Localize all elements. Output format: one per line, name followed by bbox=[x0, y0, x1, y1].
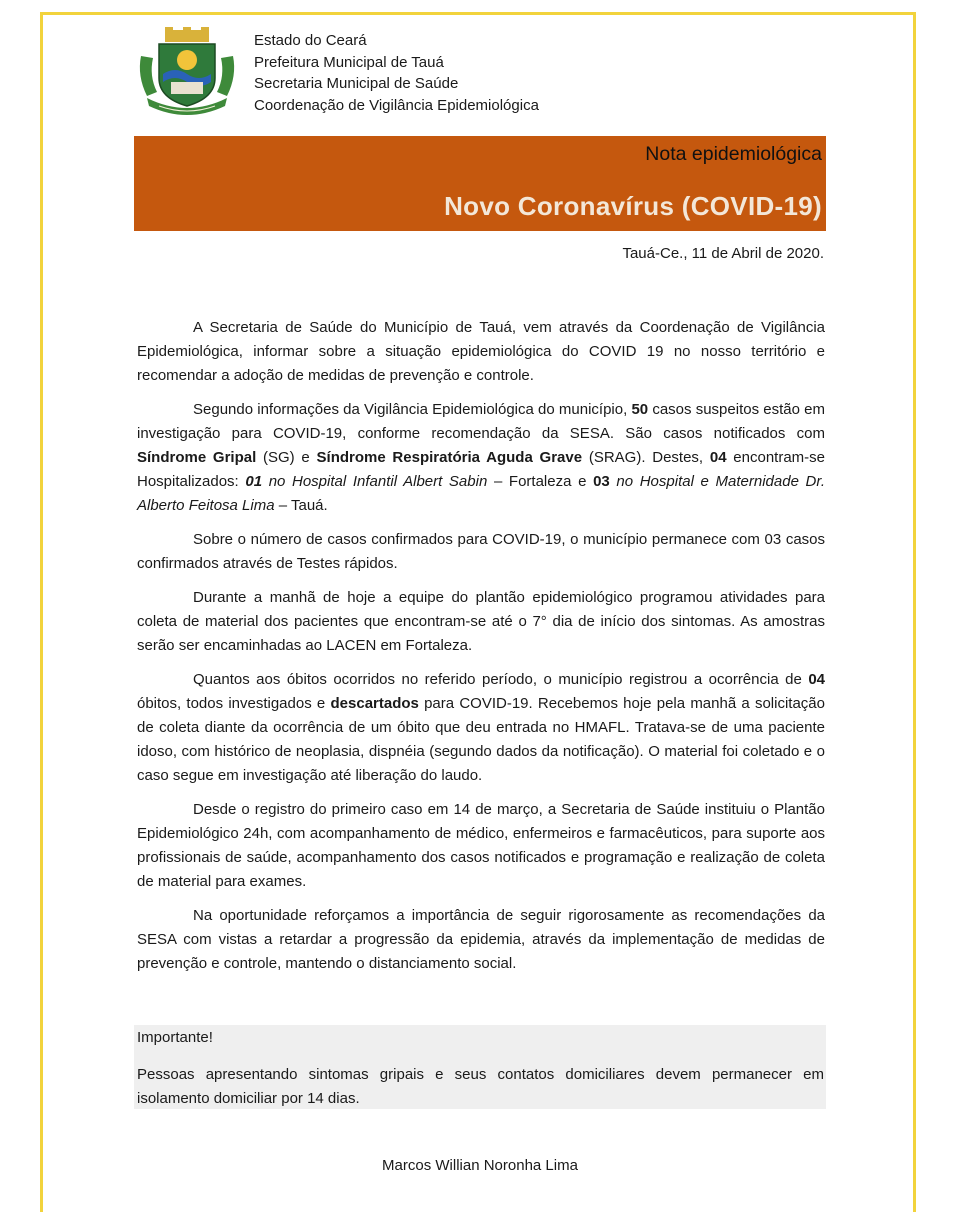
important-notice-box bbox=[134, 1025, 826, 1109]
paragraph-intro: A Secretaria de Saúde do Município de Tauá, vem através da Coordenação de Vigilância Epidemiológica, informar sobre a situação epidemiológica do COVID 19 no nosso território e recomendar a adoção de medidas de prevenção e controle. bbox=[137, 319, 825, 384]
sg-label: Síndrome Gripal bbox=[137, 449, 257, 466]
p2-text-n: no bbox=[616, 473, 634, 490]
fortaleza-count: 01 bbox=[245, 473, 263, 490]
header-line-prefecture: Prefeitura Municipal de Tauá bbox=[254, 53, 444, 71]
paragraph-deaths bbox=[137, 668, 825, 788]
signature-name: Marcos Willian Noronha Lima bbox=[382, 1157, 578, 1174]
p2-text-a: Segundo informações da Vigilância Epidemiológica do município, bbox=[193, 401, 628, 418]
hospital-albert-sabin: no Hospital Infantil Albert Sabin bbox=[268, 473, 488, 490]
p2-text-i: encontram-se Hospitalizados: bbox=[137, 449, 826, 490]
discarded-label: descartados bbox=[330, 695, 419, 712]
header-institution bbox=[254, 30, 539, 116]
srag-label: Síndrome Respiratória Aguda Grave bbox=[316, 449, 583, 466]
banner-title: Novo Coronavírus (COVID-19) bbox=[444, 191, 822, 221]
p5-text-c: óbitos, todos investigados e bbox=[137, 695, 326, 712]
p5-text-e: para COVID-19. Recebemos hoje pela manhã a solicitação de coleta diante da ocorrência de um óbito que deu entrada no HMAFL. Tratava-se de uma paciente idoso, com histórico de neoplasia, dispnéia (segundo dados da notificação). O material foi coletado e o caso segue em investigação até liberação do laudo. bbox=[137, 695, 825, 784]
p2-text-p: – Tauá. bbox=[278, 497, 328, 514]
municipal-coat-of-arms-icon bbox=[135, 26, 239, 116]
header-line-state: Estado do Ceará bbox=[254, 32, 367, 49]
p2-text-l: – Fortaleza e bbox=[493, 473, 587, 490]
paragraph-suspected-cases bbox=[137, 398, 825, 518]
hospitalized-count: 04 bbox=[709, 449, 727, 466]
p2-text-g: (SRAG). Destes, bbox=[588, 449, 704, 466]
deaths-count: 04 bbox=[808, 671, 825, 688]
p2-text-e: (SG) e bbox=[263, 449, 310, 466]
paragraph-plantao: Desde o registro do primeiro caso em 14 de março, a Secretaria de Saúde instituiu o Plantão Epidemiológico 24h, com acompanhamento de médico, enfermeiros e farmacêuticos, para suporte aos profissionais de saúde, acompanhamento dos casos notificados e programação e realização de coleta de material para exames. bbox=[137, 801, 825, 890]
important-text: Pessoas apresentando sintomas gripais e seus contatos domiciliares devem permanecer em isolamento domiciliar por 14 dias. bbox=[137, 1066, 824, 1107]
p5-text-a: Quantos aos óbitos ocorridos no referido período, o município registrou a ocorrência de bbox=[193, 671, 802, 688]
paragraph-confirmed-cases: Sobre o número de casos confirmados para COVID-19, o município permanece com 03 casos confirmados através de Testes rápidos. bbox=[137, 531, 825, 572]
paragraph-recommendations: Na oportunidade reforçamos a importância de seguir rigorosamente as recomendações da SESA com vistas a retardar a progressão da epidemia, através da implementação de medidas de prevenção e controle, mantendo o distanciamento social. bbox=[137, 907, 825, 972]
suspected-count: 50 bbox=[631, 401, 649, 418]
p2-text-c: casos suspeitos estão em investigação para COVID-19, conforme recomendação da SESA. São casos notificados com bbox=[137, 401, 825, 442]
header-line-secretariat: Secretaria Municipal de Saúde bbox=[254, 75, 459, 92]
taua-count: 03 bbox=[593, 473, 610, 490]
paragraph-sample-collection: Durante a manhã de hoje a equipe do plantão epidemiológico programou atividades para coleta de material dos pacientes que encontram-se até o 7° dia de início dos sintomas. As amostras serão ser encaminhadas ao LACEN em Fortaleza. bbox=[137, 589, 825, 654]
important-title: Importante! bbox=[137, 1029, 213, 1046]
document-date: Tauá-Ce., 11 de Abril de 2020. bbox=[622, 245, 824, 262]
header-line-coordination: Coordenação de Vigilância Epidemiológica bbox=[254, 96, 539, 114]
title-banner bbox=[134, 136, 826, 231]
document-body bbox=[137, 316, 825, 986]
hospital-maternidade: Hospital e Maternidade Dr. Alberto Feitosa Lima bbox=[137, 473, 825, 514]
banner-subtitle: Nota epidemiológica bbox=[645, 143, 822, 165]
